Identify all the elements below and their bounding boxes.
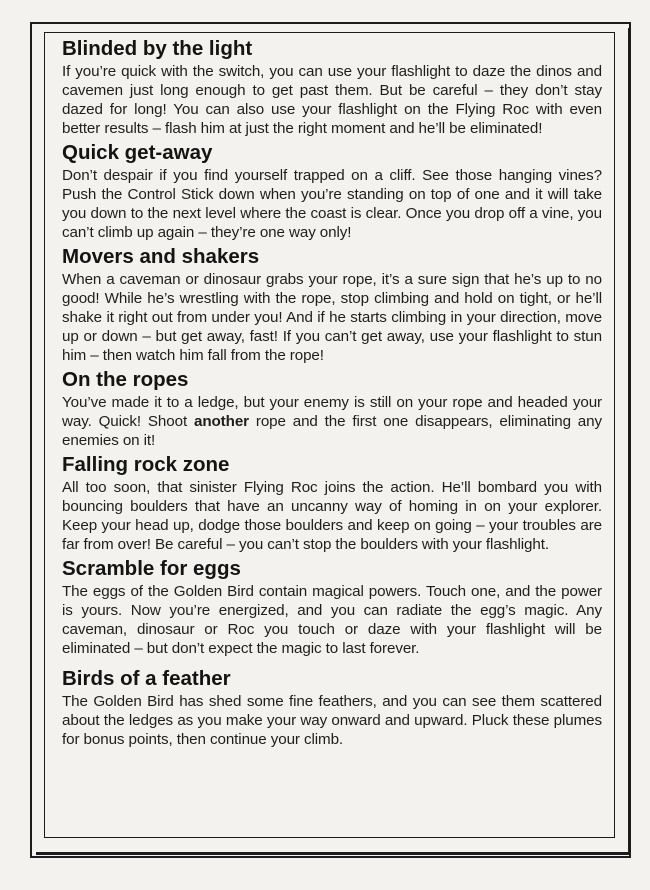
section-movers-and-shakers [62, 244, 602, 365]
border-shadow-bottom [36, 852, 631, 855]
section-falling-rock-zone [62, 452, 602, 554]
section-heading: Birds of a feather [62, 667, 231, 690]
section-body [62, 393, 602, 450]
section-birds-of-a-feather [62, 666, 602, 749]
page-content [62, 36, 602, 751]
section-body: All too soon, that sinister Flying Roc joins the action. He’ll bombard you with bouncing boulders that have an uncanny way of homing in on your explorer. Keep your head up, dodge those boulders and keep on going – your troubles are far from over! Be careful – you can’t stop the boulders with your flashlight. [62, 479, 602, 553]
emphasis-text: another [193, 413, 249, 430]
section-heading: Quick get-away [62, 141, 213, 164]
body-text: rope and the first one disappears, eliminating any enemies on it! [62, 413, 602, 449]
section-heading: Blinded by the light [62, 37, 253, 60]
section-heading: Scramble for eggs [62, 557, 241, 580]
section-heading: Movers and shakers [62, 245, 260, 268]
section-heading: Falling rock zone [62, 453, 230, 476]
body-text: You’ve made it to a ledge, but your enemy is still on your rope and headed your way. Quick! Shoot [62, 394, 602, 430]
border-shadow-right [628, 28, 631, 854]
section-blinded-by-the-light [62, 36, 602, 138]
section-quick-get-away [62, 140, 602, 242]
section-body: If you’re quick with the switch, you can use your flashlight to daze the dinos and cavemen just long enough to get past them. But be careful – they don’t stay dazed for long! You can also use your flashlight on the Flying Roc with even better results – flash him at just the right moment and he’ll be eliminated! [62, 63, 602, 137]
section-body: The eggs of the Golden Bird contain magical powers. Touch one, and the power is yours. Now you’re energized, and you can radiate the egg’s magic. Any caveman, dinosaur or Roc you touch or daze with your flashlight will be eliminated – but don’t expect the magic to last forever. [62, 583, 602, 657]
section-body: When a caveman or dinosaur grabs your rope, it’s a sure sign that he’s up to no good! While he’s wrestling with the rope, stop climbing and hold on tight, or he’ll shake it right out from under you! And if he starts climbing in your direction, move up or down – but get away, fast! If you can’t get away, use your flashlight to stun him – then watch him fall from the rope! [62, 271, 602, 364]
section-heading: On the ropes [62, 368, 189, 391]
section-body: Don’t despair if you find yourself trapped on a cliff. See those hanging vines? Push the Control Stick down when you’re standing on top of one and it will take you down to the next level where the coast is clear. Once you drop off a vine, you can’t climb up again – they’re one way only! [62, 167, 602, 241]
section-on-the-ropes [62, 367, 602, 450]
section-body: The Golden Bird has shed some fine feathers, and you can see them scattered about the ledges as you make your way onward and upward. Pluck these plumes for bonus points, then continue your climb. [62, 693, 602, 748]
section-scramble-for-eggs [62, 556, 602, 658]
